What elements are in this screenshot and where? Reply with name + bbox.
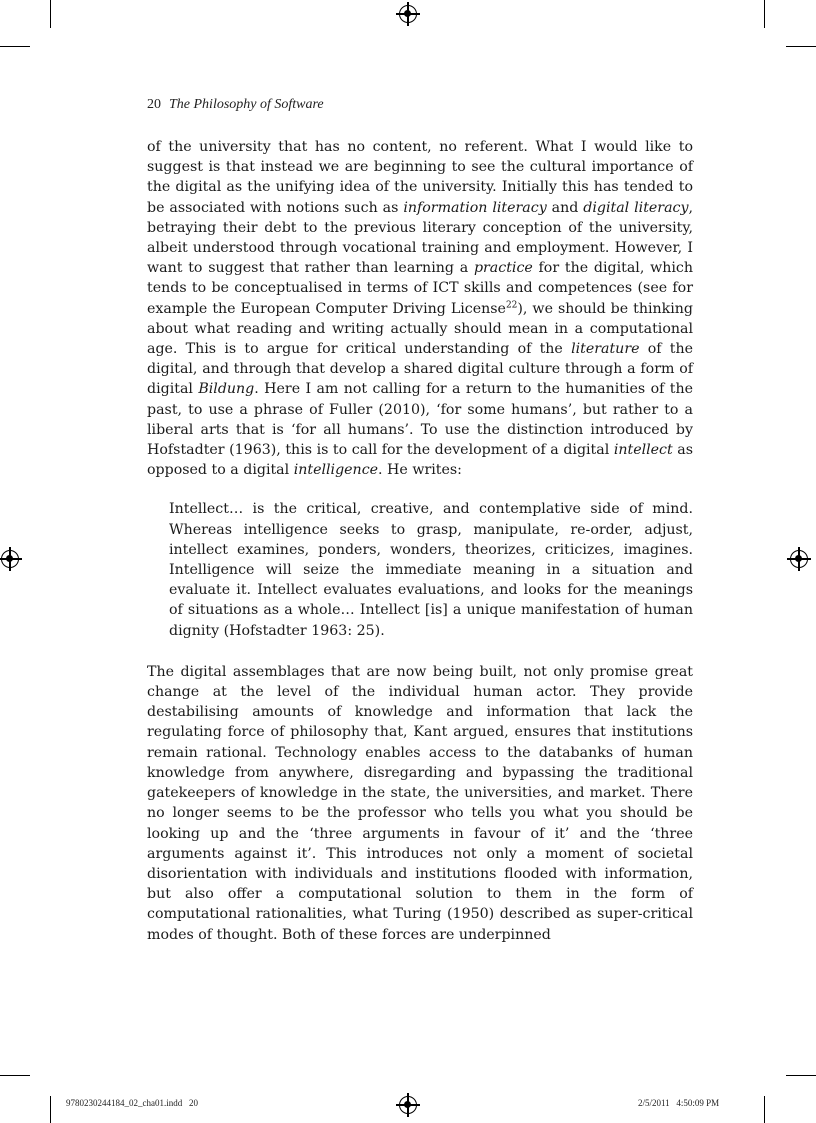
- text-run: of the digital, and through that develop a shared digital culture through a form of digital: [147, 341, 693, 398]
- crop-mark: [764, 0, 765, 28]
- crop-mark: [50, 1096, 51, 1123]
- registration-mark-icon: [790, 550, 808, 568]
- text-run: . Here I am not calling for a return to the humanities of the past, to use a phrase of Fuller (2010), ‘for some humans’, but rather to a liberal arts that is ‘for all humans’. To use the distinction introduced by Hofstadter (1963), this is to call for the development of a digital: [147, 381, 693, 459]
- text-run: of the university that has no content, no referent. What I would like to suggest is that instead we are beginning to see the cultural importance of the digital as the unifying idea of the university. Initially this has tended to be associated with notions such as: [147, 139, 693, 216]
- text-run: , betraying their debt to the previous literary conception of the university, albeit understood through vocational training and employment. However, I want to suggest that rather than learning a: [147, 199, 694, 277]
- registration-mark-icon: [399, 5, 417, 23]
- italic-term: intelligence: [293, 462, 379, 479]
- italic-term: literature: [571, 341, 640, 358]
- footnote-marker: 22: [505, 299, 518, 310]
- text-run: ), we should be thinking about what reading and writing actually should mean in a computational age. This is to argue for critical understanding of the: [147, 300, 694, 358]
- crop-mark: [0, 1075, 30, 1076]
- text-run: as opposed to a digital: [147, 442, 693, 479]
- italic-term: digital literacy: [583, 199, 689, 216]
- page-body: [147, 137, 693, 945]
- italic-term: practice: [473, 260, 533, 277]
- paragraph: The digital assemblages that are now being built, not only promise great change at the level of the individual human actor. They provide destabilising amounts of knowledge and information that lack the regulating force of philosophy that, Kant argued, ensures that institutions remain rational. Technology enables access to the databanks of human knowledge from anywhere, disregarding and bypassing the traditional gatekeepers of knowledge in the state, the universities, and market. There no longer seems to be the professor who tells you what you should be looking up and the ‘three arguments in favour of it’ and the ‘three arguments against it’. This introduces not only a moment of societal disorientation with individuals and institutions flooded with information, but also offer a computational solution to them in the form of computational rationalities, what Turing (1950) described as super-critical modes of thought. Both of these forces are underpinned: [147, 663, 693, 943]
- registration-mark-icon: [1, 550, 19, 568]
- text-run: and: [546, 199, 584, 216]
- page-number: 20: [147, 97, 161, 112]
- file-slug: 9780230244184_02_cha01.indd 20: [66, 1098, 198, 1108]
- paragraph: [147, 137, 693, 480]
- italic-term: information literacy: [403, 199, 547, 216]
- book-title: The Philosophy of Software: [169, 97, 324, 112]
- crop-mark: [0, 46, 30, 47]
- print-timestamp: 2/5/2011 4:50:09 PM: [638, 1098, 720, 1108]
- registration-mark-icon: [399, 1096, 417, 1114]
- crop-mark: [786, 46, 816, 47]
- crop-mark: [786, 1075, 816, 1076]
- italic-term: Bildung: [198, 381, 255, 398]
- running-head: [147, 97, 324, 113]
- italic-term: intellect: [613, 442, 673, 459]
- crop-mark: [764, 1096, 765, 1123]
- crop-mark: [50, 0, 51, 28]
- block-quote: Intellect… is the critical, creative, and contemplative side of mind. Whereas intelligence seeks to grasp, manipulate, re-order, adjust, intellect examines, ponders, wonders, theorizes, criticizes, imagines. Intelligence will seize the immediate meaning in a situation and evaluate it. Intellect evaluates evaluations, and looks for the meanings of situations as a whole… Intellect [is] a unique manifestation of human dignity (Hofstadter 1963: 25).: [169, 501, 693, 639]
- text-run: . He writes:: [378, 462, 462, 479]
- text-run: for the digital, which tends to be conceptualised in terms of ICT skills and competences (see for example the European Computer Driving License: [147, 260, 693, 317]
